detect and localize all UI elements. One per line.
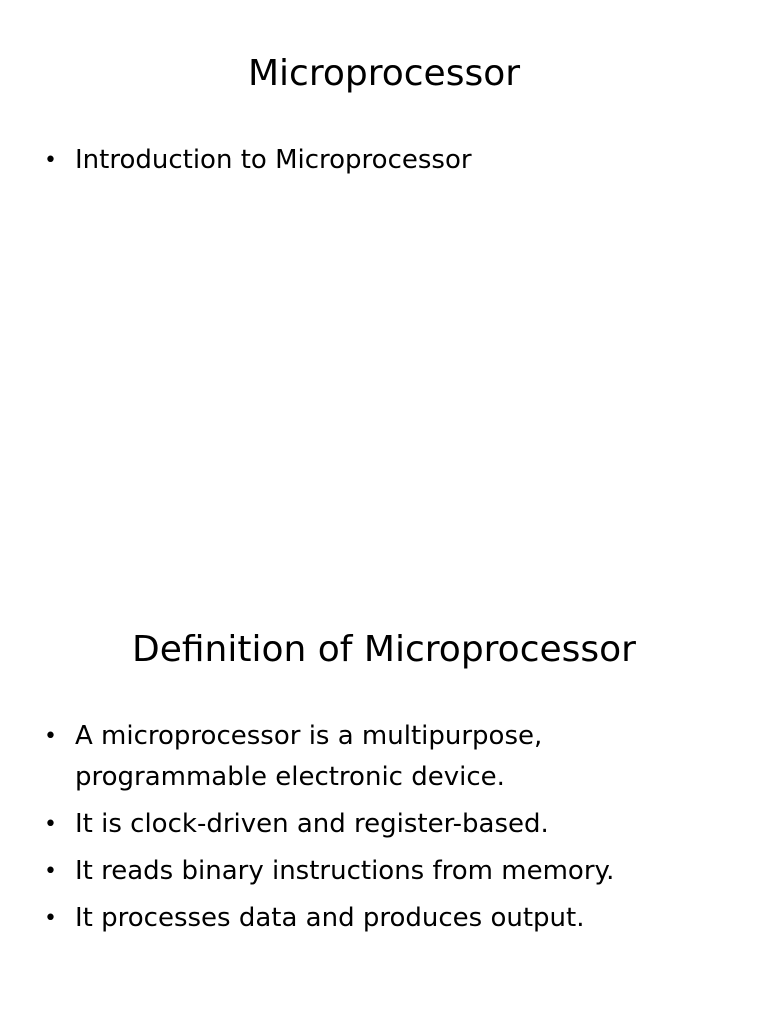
bullet-icon: • (44, 724, 57, 749)
bullet-text: It is clock-driven and register-based. (75, 809, 549, 839)
list-item (44, 851, 724, 892)
bullet-icon: • (44, 859, 57, 884)
list-item (44, 804, 724, 845)
slide-title: Microprocessor (247, 53, 521, 94)
bullet-icon: • (44, 906, 57, 931)
bullet-text: A microprocessor is a multipurpose, programmable electronic device. (75, 721, 543, 792)
list-item (44, 140, 724, 181)
list-item (44, 898, 724, 939)
bullet-text: It reads binary instructions from memory. (75, 856, 615, 886)
slide-2 (0, 576, 768, 1024)
bullet-text: It processes data and produces output. (75, 903, 585, 933)
bullet-text: Introduction to Microprocessor (75, 145, 472, 175)
bullet-icon: • (44, 812, 57, 837)
slide-title: Definition of Microprocessor (132, 629, 636, 670)
bullet-icon: • (44, 148, 57, 173)
bullet-list (44, 140, 724, 187)
list-item (44, 716, 724, 798)
bullet-list (44, 716, 724, 945)
